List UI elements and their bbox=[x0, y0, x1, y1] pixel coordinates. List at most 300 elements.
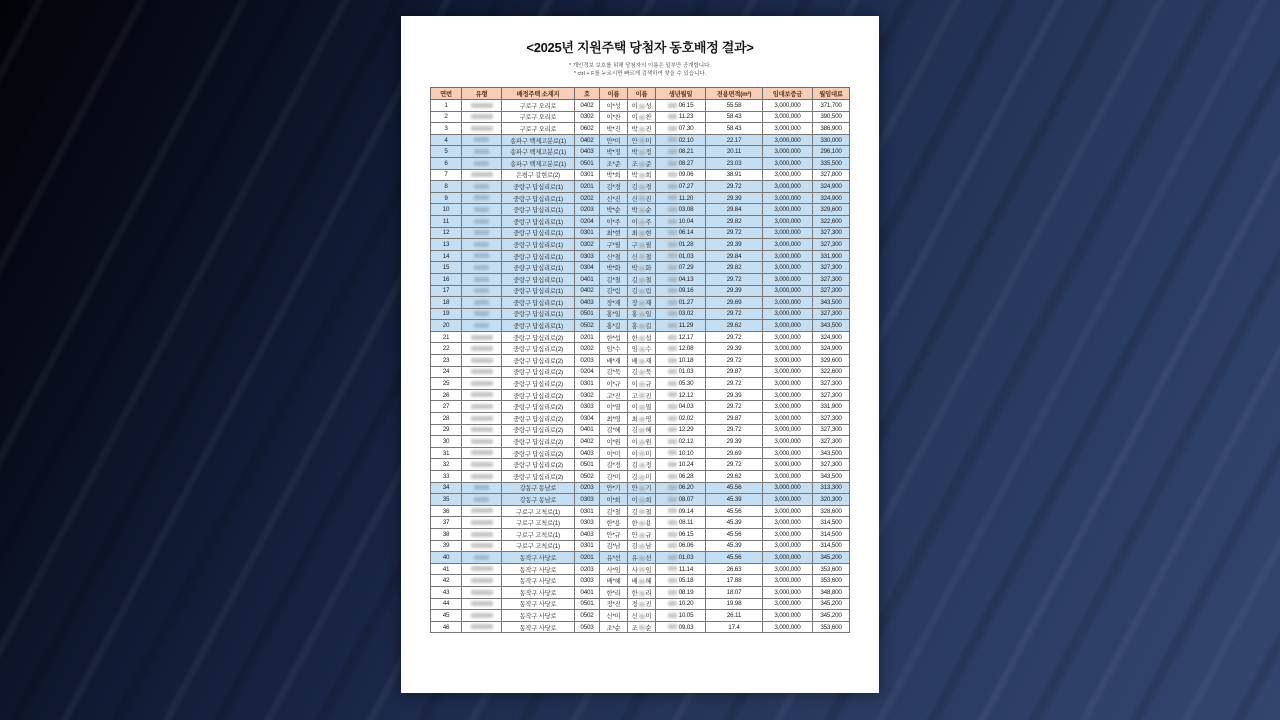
cell-deposit: 3,000,000 bbox=[763, 227, 813, 239]
cell-serial-no: 9 bbox=[431, 192, 462, 204]
redaction-blur bbox=[668, 300, 677, 305]
cell-unit-no: 0501 bbox=[575, 157, 600, 169]
cell-serial-no: 4 bbox=[431, 134, 462, 146]
cell-exclusive-area: 29.72 bbox=[706, 378, 763, 390]
cell-name-masked: 고*진 bbox=[600, 389, 628, 401]
redaction-blur bbox=[668, 404, 677, 409]
redaction-blur bbox=[639, 614, 645, 619]
cell-address: 중랑구 답십리로(2) bbox=[502, 343, 575, 355]
redaction-blur bbox=[639, 162, 645, 167]
cell-monthly-rent: 324,900 bbox=[813, 192, 850, 204]
cell-name-masked: 정*진 bbox=[600, 598, 628, 610]
cell-name-masked: 조*순 bbox=[600, 621, 628, 633]
cell-name-blurred: 조 준 bbox=[628, 157, 656, 169]
cell-unit-no: 0201 bbox=[575, 552, 600, 564]
cell-deposit: 3,000,000 bbox=[763, 378, 813, 390]
cell-unit-no: 0602 bbox=[575, 123, 600, 135]
cell-name-blurred: 김 정 bbox=[628, 459, 656, 471]
cell-monthly-rent: 390,500 bbox=[813, 111, 850, 123]
redaction-blur bbox=[668, 230, 677, 235]
redaction-blur bbox=[639, 393, 645, 398]
cell-name-masked: 한*섭 bbox=[600, 331, 628, 343]
column-header: 임대보증금 bbox=[763, 88, 813, 100]
cell-serial-no: 28 bbox=[431, 413, 462, 425]
redaction-blur bbox=[668, 532, 677, 537]
cell-unit-no: 0502 bbox=[575, 320, 600, 332]
cell-address: 중랑구 답십리로(1) bbox=[502, 192, 575, 204]
cell-exclusive-area: 29.72 bbox=[706, 308, 763, 320]
cell-monthly-rent: 327,300 bbox=[813, 389, 850, 401]
cell-serial-no: 12 bbox=[431, 227, 462, 239]
cell-monthly-rent: 324,900 bbox=[813, 331, 850, 343]
cell-type-redacted bbox=[462, 239, 502, 251]
redaction-blur bbox=[668, 578, 677, 583]
redaction-blur bbox=[471, 578, 493, 583]
cell-exclusive-area: 45.56 bbox=[706, 552, 763, 564]
cell-exclusive-area: 29.72 bbox=[706, 331, 763, 343]
cell-name-masked: 이*원 bbox=[600, 436, 628, 448]
table-row bbox=[431, 378, 850, 390]
cell-exclusive-area: 45.39 bbox=[706, 517, 763, 529]
cell-serial-no: 42 bbox=[431, 575, 462, 587]
cell-address: 중랑구 답십리로(1) bbox=[502, 262, 575, 274]
cell-name-blurred: 이 열 bbox=[628, 401, 656, 413]
redaction-blur bbox=[471, 335, 493, 340]
cell-type-redacted bbox=[462, 227, 502, 239]
cell-address: 강동구 동남로 bbox=[502, 494, 575, 506]
redaction-blur bbox=[471, 172, 493, 177]
cell-birthdate: 05.18 bbox=[656, 575, 706, 587]
cell-unit-no: 0304 bbox=[575, 413, 600, 425]
redaction-blur bbox=[639, 104, 645, 109]
cell-address: 중랑구 답십리로(2) bbox=[502, 355, 575, 367]
cell-monthly-rent: 329,600 bbox=[813, 355, 850, 367]
cell-type-redacted bbox=[462, 215, 502, 227]
redaction-blur bbox=[639, 347, 645, 352]
redaction-blur bbox=[639, 266, 645, 271]
cell-unit-no: 0303 bbox=[575, 517, 600, 529]
table-row bbox=[431, 401, 850, 413]
cell-unit-no: 0401 bbox=[575, 273, 600, 285]
cell-monthly-rent: 345,200 bbox=[813, 552, 850, 564]
redaction-blur bbox=[668, 508, 677, 513]
cell-unit-no: 0403 bbox=[575, 447, 600, 459]
cell-address: 구로구 오리로 bbox=[502, 111, 575, 123]
cell-type-redacted bbox=[462, 505, 502, 517]
cell-deposit: 3,000,000 bbox=[763, 134, 813, 146]
redaction-blur bbox=[668, 624, 677, 629]
cell-deposit: 3,000,000 bbox=[763, 297, 813, 309]
redaction-blur bbox=[639, 312, 645, 317]
cell-monthly-rent: 343,500 bbox=[813, 447, 850, 459]
redaction-blur bbox=[668, 195, 677, 200]
cell-birthdate: 01.27 bbox=[656, 297, 706, 309]
cell-birthdate: 08.07 bbox=[656, 494, 706, 506]
cell-unit-no: 0203 bbox=[575, 355, 600, 367]
cell-name-masked: 신*철 bbox=[600, 250, 628, 262]
cell-monthly-rent: 386,900 bbox=[813, 123, 850, 135]
cell-address: 중랑구 답십리로(1) bbox=[502, 297, 575, 309]
cell-name-blurred: 장 재 bbox=[628, 297, 656, 309]
table-row bbox=[431, 157, 850, 169]
cell-birthdate: 07.30 bbox=[656, 123, 706, 135]
table-row bbox=[431, 447, 850, 459]
redaction-blur bbox=[471, 404, 493, 409]
cell-name-blurred: 홍 길 bbox=[628, 320, 656, 332]
cell-type-redacted bbox=[462, 355, 502, 367]
cell-name-blurred: 김 철 bbox=[628, 273, 656, 285]
cell-name-blurred: 이 희 bbox=[628, 494, 656, 506]
cell-monthly-rent: 343,500 bbox=[813, 297, 850, 309]
cell-type-redacted bbox=[462, 100, 502, 112]
cell-name-blurred: 김 혜 bbox=[628, 424, 656, 436]
cell-monthly-rent: 348,800 bbox=[813, 586, 850, 598]
cell-address: 구로구 오리로 bbox=[502, 123, 575, 135]
cell-unit-no: 0403 bbox=[575, 528, 600, 540]
cell-name-masked: 김*철 bbox=[600, 505, 628, 517]
redaction-blur bbox=[639, 591, 645, 596]
cell-monthly-rent: 327,300 bbox=[813, 424, 850, 436]
cell-type-redacted bbox=[462, 297, 502, 309]
cell-unit-no: 0503 bbox=[575, 621, 600, 633]
cell-unit-no: 0301 bbox=[575, 378, 600, 390]
redaction-blur bbox=[474, 300, 489, 305]
cell-type-redacted bbox=[462, 563, 502, 575]
cell-name-masked: 이*희 bbox=[600, 494, 628, 506]
redaction-blur bbox=[639, 115, 645, 120]
cell-name-masked: 이*열 bbox=[600, 401, 628, 413]
cell-name-masked: 구*필 bbox=[600, 239, 628, 251]
cell-address: 중랑구 답십리로(1) bbox=[502, 320, 575, 332]
table-row bbox=[431, 250, 850, 262]
cell-exclusive-area: 26.11 bbox=[706, 610, 763, 622]
cell-birthdate: 09.16 bbox=[656, 285, 706, 297]
cell-type-redacted bbox=[462, 389, 502, 401]
cell-deposit: 3,000,000 bbox=[763, 192, 813, 204]
cell-deposit: 3,000,000 bbox=[763, 157, 813, 169]
table-row bbox=[431, 239, 850, 251]
cell-monthly-rent: 327,300 bbox=[813, 227, 850, 239]
cell-birthdate: 06.15 bbox=[656, 528, 706, 540]
cell-exclusive-area: 29.39 bbox=[706, 389, 763, 401]
cell-deposit: 3,000,000 bbox=[763, 262, 813, 274]
cell-monthly-rent: 313,300 bbox=[813, 482, 850, 494]
redaction-blur bbox=[471, 103, 493, 108]
redaction-blur bbox=[668, 566, 677, 571]
redaction-blur bbox=[639, 127, 645, 132]
cell-unit-no: 0301 bbox=[575, 227, 600, 239]
cell-exclusive-area: 45.56 bbox=[706, 528, 763, 540]
cell-birthdate: 01.03 bbox=[656, 250, 706, 262]
table-row bbox=[431, 181, 850, 193]
cell-exclusive-area: 29.72 bbox=[706, 459, 763, 471]
cell-unit-no: 0501 bbox=[575, 459, 600, 471]
cell-name-masked: 사*임 bbox=[600, 563, 628, 575]
redaction-blur bbox=[474, 184, 489, 189]
cell-deposit: 3,000,000 bbox=[763, 471, 813, 483]
cell-type-redacted bbox=[462, 552, 502, 564]
cell-address: 중랑구 답십리로(2) bbox=[502, 436, 575, 448]
cell-deposit: 3,000,000 bbox=[763, 285, 813, 297]
redaction-blur bbox=[474, 137, 489, 142]
cell-monthly-rent: 371,700 bbox=[813, 100, 850, 112]
cell-name-masked: 홍*일 bbox=[600, 308, 628, 320]
redaction-blur bbox=[668, 497, 677, 502]
cell-unit-no: 0201 bbox=[575, 181, 600, 193]
cell-monthly-rent: 353,600 bbox=[813, 621, 850, 633]
cell-name-blurred: 홍 일 bbox=[628, 308, 656, 320]
cell-serial-no: 35 bbox=[431, 494, 462, 506]
cell-name-blurred: 배 재 bbox=[628, 355, 656, 367]
cell-name-blurred: 박 정 bbox=[628, 146, 656, 158]
cell-address: 중랑구 답십리로(2) bbox=[502, 331, 575, 343]
cell-deposit: 3,000,000 bbox=[763, 540, 813, 552]
cell-exclusive-area: 29.39 bbox=[706, 285, 763, 297]
table-row bbox=[431, 610, 850, 622]
cell-address: 동작구 사당로 bbox=[502, 598, 575, 610]
cell-name-masked: 김*혜 bbox=[600, 424, 628, 436]
cell-type-redacted bbox=[462, 192, 502, 204]
redaction-blur bbox=[639, 278, 645, 283]
cell-address: 중랑구 답십리로(2) bbox=[502, 459, 575, 471]
redaction-blur bbox=[668, 555, 677, 560]
cell-deposit: 3,000,000 bbox=[763, 100, 813, 112]
table-row bbox=[431, 436, 850, 448]
cell-exclusive-area: 29.69 bbox=[706, 447, 763, 459]
cell-exclusive-area: 26.63 bbox=[706, 563, 763, 575]
cell-name-blurred: 조 순 bbox=[628, 621, 656, 633]
cell-birthdate: 12.29 bbox=[656, 424, 706, 436]
cell-birthdate: 08.27 bbox=[656, 157, 706, 169]
cell-exclusive-area: 38.91 bbox=[706, 169, 763, 181]
cell-address: 중랑구 답십리로(1) bbox=[502, 308, 575, 320]
cell-unit-no: 0401 bbox=[575, 424, 600, 436]
cell-monthly-rent: 327,300 bbox=[813, 308, 850, 320]
cell-monthly-rent: 314,500 bbox=[813, 528, 850, 540]
cell-address: 중랑구 답십리로(2) bbox=[502, 424, 575, 436]
cell-exclusive-area: 29.39 bbox=[706, 239, 763, 251]
cell-type-redacted bbox=[462, 273, 502, 285]
cell-name-blurred: 김 철 bbox=[628, 505, 656, 517]
cell-serial-no: 45 bbox=[431, 610, 462, 622]
cell-exclusive-area: 29.72 bbox=[706, 227, 763, 239]
cell-serial-no: 31 bbox=[431, 447, 462, 459]
redaction-blur bbox=[639, 324, 645, 329]
cell-type-redacted bbox=[462, 308, 502, 320]
redaction-blur bbox=[639, 451, 645, 456]
redaction-blur bbox=[668, 358, 677, 363]
cell-monthly-rent: 320,300 bbox=[813, 494, 850, 506]
cell-type-redacted bbox=[462, 482, 502, 494]
cell-exclusive-area: 58.43 bbox=[706, 111, 763, 123]
cell-exclusive-area: 19.98 bbox=[706, 598, 763, 610]
cell-name-masked: 이*성 bbox=[600, 100, 628, 112]
cell-name-blurred: 이 성 bbox=[628, 100, 656, 112]
cell-address: 구로구 고척로(1) bbox=[502, 540, 575, 552]
cell-serial-no: 22 bbox=[431, 343, 462, 355]
cell-serial-no: 7 bbox=[431, 169, 462, 181]
table-row bbox=[431, 297, 850, 309]
cell-exclusive-area: 29.72 bbox=[706, 181, 763, 193]
cell-name-masked: 안*미 bbox=[600, 134, 628, 146]
cell-birthdate: 06.15 bbox=[656, 100, 706, 112]
cell-birthdate: 01.28 bbox=[656, 239, 706, 251]
cell-exclusive-area: 45.39 bbox=[706, 494, 763, 506]
table-row bbox=[431, 540, 850, 552]
cell-address: 중랑구 답십리로(2) bbox=[502, 471, 575, 483]
redaction-blur bbox=[471, 358, 493, 363]
redaction-blur bbox=[668, 369, 677, 374]
cell-address: 중랑구 답십리로(1) bbox=[502, 227, 575, 239]
document-page bbox=[401, 16, 879, 693]
redaction-blur bbox=[639, 196, 645, 201]
redaction-blur bbox=[474, 497, 489, 502]
redaction-blur bbox=[668, 416, 677, 421]
cell-exclusive-area: 29.87 bbox=[706, 413, 763, 425]
cell-monthly-rent: 335,500 bbox=[813, 157, 850, 169]
cell-exclusive-area: 29.39 bbox=[706, 192, 763, 204]
redaction-blur bbox=[474, 265, 489, 270]
cell-name-blurred: 김 미 bbox=[628, 471, 656, 483]
table-row bbox=[431, 563, 850, 575]
redaction-blur bbox=[474, 253, 489, 258]
cell-name-masked: 최*현 bbox=[600, 227, 628, 239]
cell-name-blurred: 이 원 bbox=[628, 436, 656, 448]
cell-exclusive-area: 29.82 bbox=[706, 215, 763, 227]
redaction-blur bbox=[668, 219, 677, 224]
redaction-blur bbox=[471, 450, 493, 455]
table-row bbox=[431, 598, 850, 610]
cell-serial-no: 38 bbox=[431, 528, 462, 540]
cell-deposit: 3,000,000 bbox=[763, 482, 813, 494]
cell-unit-no: 0203 bbox=[575, 204, 600, 216]
cell-birthdate: 11.23 bbox=[656, 111, 706, 123]
cell-deposit: 3,000,000 bbox=[763, 215, 813, 227]
cell-unit-no: 0402 bbox=[575, 100, 600, 112]
cell-serial-no: 37 bbox=[431, 517, 462, 529]
cell-type-redacted bbox=[462, 378, 502, 390]
cell-name-masked: 김*철 bbox=[600, 273, 628, 285]
cell-birthdate: 03.02 bbox=[656, 308, 706, 320]
cell-serial-no: 24 bbox=[431, 366, 462, 378]
cell-exclusive-area: 29.72 bbox=[706, 401, 763, 413]
cell-unit-no: 0301 bbox=[575, 505, 600, 517]
redaction-blur bbox=[668, 161, 677, 166]
cell-monthly-rent: 314,500 bbox=[813, 540, 850, 552]
cell-unit-no: 0201 bbox=[575, 331, 600, 343]
column-header: 전용면적(m²) bbox=[706, 88, 763, 100]
table-row bbox=[431, 575, 850, 587]
cell-serial-no: 1 bbox=[431, 100, 462, 112]
cell-deposit: 3,000,000 bbox=[763, 169, 813, 181]
redaction-blur bbox=[639, 498, 645, 503]
redaction-blur bbox=[474, 149, 489, 154]
redaction-blur bbox=[471, 462, 493, 467]
redaction-blur bbox=[639, 440, 645, 445]
cell-deposit: 3,000,000 bbox=[763, 389, 813, 401]
cell-address: 송파구 백제고분로(1) bbox=[502, 157, 575, 169]
cell-monthly-rent: 345,200 bbox=[813, 610, 850, 622]
cell-exclusive-area: 45.56 bbox=[706, 482, 763, 494]
cell-name-masked: 김*남 bbox=[600, 540, 628, 552]
redaction-blur bbox=[668, 184, 677, 189]
table-row bbox=[431, 459, 850, 471]
assignment-table bbox=[430, 87, 850, 633]
cell-birthdate: 02.12 bbox=[656, 436, 706, 448]
cell-deposit: 3,000,000 bbox=[763, 459, 813, 471]
cell-monthly-rent: 353,600 bbox=[813, 563, 850, 575]
cell-birthdate: 06.20 bbox=[656, 482, 706, 494]
table-row bbox=[431, 528, 850, 540]
cell-name-masked: 박*정 bbox=[600, 146, 628, 158]
cell-deposit: 3,000,000 bbox=[763, 181, 813, 193]
redaction-blur bbox=[668, 103, 677, 108]
redaction-blur bbox=[474, 323, 489, 328]
cell-name-masked: 한*리 bbox=[600, 586, 628, 598]
cell-monthly-rent: 327,800 bbox=[813, 169, 850, 181]
cell-name-blurred: 한 섭 bbox=[628, 331, 656, 343]
cell-name-blurred: 안 규 bbox=[628, 528, 656, 540]
cell-deposit: 3,000,000 bbox=[763, 528, 813, 540]
cell-name-masked: 임*수 bbox=[600, 343, 628, 355]
redaction-blur bbox=[668, 462, 677, 467]
cell-name-blurred: 배 혜 bbox=[628, 575, 656, 587]
cell-address: 구로구 고척로(1) bbox=[502, 517, 575, 529]
cell-type-redacted bbox=[462, 528, 502, 540]
cell-monthly-rent: 322,600 bbox=[813, 215, 850, 227]
redaction-blur bbox=[668, 126, 677, 131]
redaction-blur bbox=[471, 590, 493, 595]
redaction-blur bbox=[639, 336, 645, 341]
cell-birthdate: 05.30 bbox=[656, 378, 706, 390]
cell-type-redacted bbox=[462, 250, 502, 262]
table-row bbox=[431, 505, 850, 517]
cell-address: 중랑구 답십리로(1) bbox=[502, 239, 575, 251]
cell-name-masked: 신*미 bbox=[600, 610, 628, 622]
redaction-blur bbox=[668, 253, 677, 258]
cell-type-redacted bbox=[462, 262, 502, 274]
cell-serial-no: 20 bbox=[431, 320, 462, 332]
cell-name-blurred: 김 묵 bbox=[628, 366, 656, 378]
cell-birthdate: 07.27 bbox=[656, 181, 706, 193]
cell-serial-no: 40 bbox=[431, 552, 462, 564]
cell-birthdate: 08.19 bbox=[656, 586, 706, 598]
cell-deposit: 3,000,000 bbox=[763, 273, 813, 285]
cell-birthdate: 10.18 bbox=[656, 355, 706, 367]
cell-monthly-rent: 345,200 bbox=[813, 598, 850, 610]
cell-type-redacted bbox=[462, 320, 502, 332]
redaction-blur bbox=[471, 601, 493, 606]
note-search-tip: * ctrl + F를 누르시면 빠르게 검색하여 찾을 수 있습니다. bbox=[573, 70, 707, 77]
cell-deposit: 3,000,000 bbox=[763, 413, 813, 425]
cell-deposit: 3,000,000 bbox=[763, 123, 813, 135]
redaction-blur bbox=[668, 392, 677, 397]
cell-name-blurred: 신 진 bbox=[628, 192, 656, 204]
cell-type-redacted bbox=[462, 517, 502, 529]
cell-birthdate: 10.05 bbox=[656, 610, 706, 622]
redaction-blur bbox=[639, 138, 645, 143]
cell-type-redacted bbox=[462, 436, 502, 448]
redaction-blur bbox=[471, 624, 493, 629]
cell-name-masked: 홍*길 bbox=[600, 320, 628, 332]
redaction-blur bbox=[474, 230, 489, 235]
redaction-blur bbox=[668, 172, 677, 177]
cell-birthdate: 11.20 bbox=[656, 192, 706, 204]
redaction-blur bbox=[471, 566, 493, 571]
cell-serial-no: 41 bbox=[431, 563, 462, 575]
column-header: 배정주택 소재지 bbox=[502, 88, 575, 100]
cell-address: 중랑구 답십리로(1) bbox=[502, 250, 575, 262]
